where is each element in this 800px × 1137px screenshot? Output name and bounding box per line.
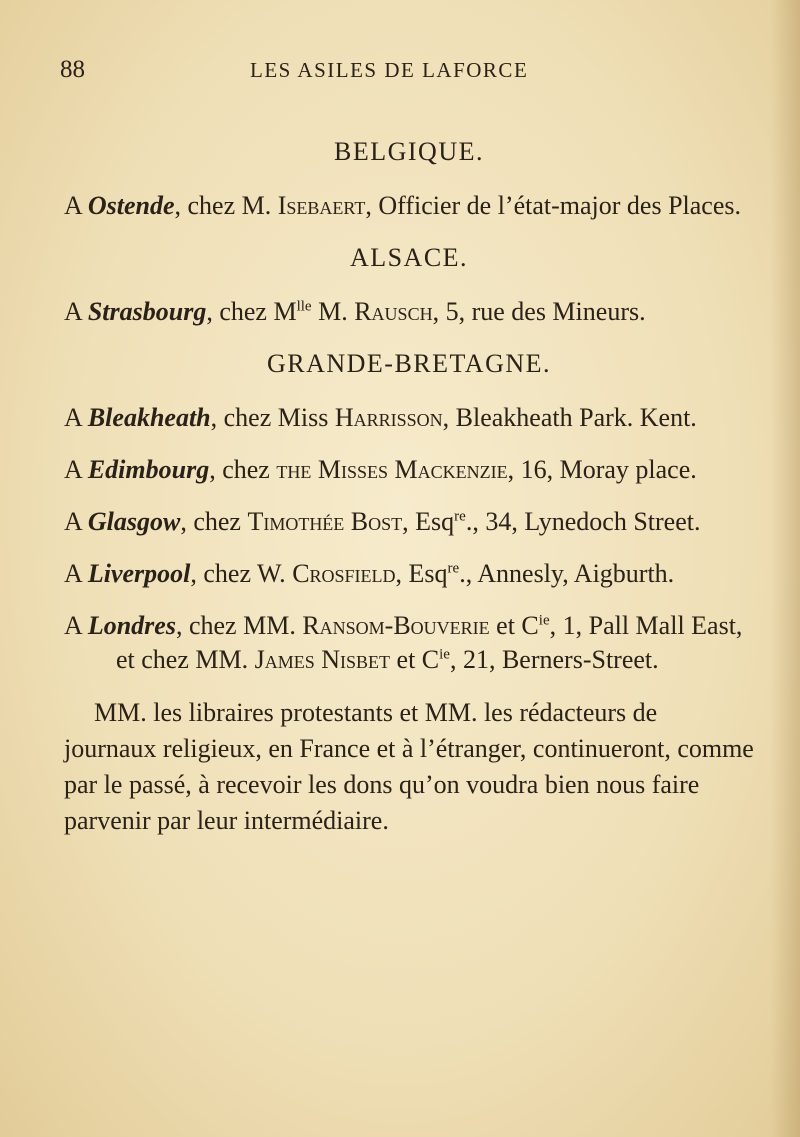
- person-name: Ransom-Bouverie: [302, 611, 490, 640]
- entry-prefix: A: [64, 403, 88, 432]
- person-name: Crosfield: [292, 559, 396, 588]
- entry-rest: ., 34, Lynedoch Street.: [465, 507, 701, 536]
- entry-strasbourg: [64, 295, 754, 329]
- city-name: Liverpool: [87, 559, 191, 588]
- entry-text: , chez W.: [190, 559, 293, 588]
- entry-prefix: A: [64, 611, 88, 640]
- superscript: ie: [439, 646, 450, 663]
- entry-text: , chez: [180, 507, 248, 536]
- entry-text: , Esq: [395, 559, 448, 588]
- person-name: Timothée Bost: [247, 507, 403, 536]
- entry-liverpool: [64, 557, 754, 591]
- person-name: James Nisbet: [254, 645, 391, 674]
- page-number: 88: [60, 56, 85, 83]
- entry-ostende: [64, 189, 754, 223]
- entry-rest: ., Annesly, Aigburth.: [459, 559, 675, 588]
- entry-text: , chez Miss: [210, 403, 335, 432]
- section-heading-grande-bretagne: GRANDE-BRETAGNE.: [266, 349, 552, 378]
- entry-text: , Esq: [402, 507, 455, 536]
- running-title: LES ASILES DE LAFORCE: [250, 58, 529, 82]
- entry-text: , chez M.: [174, 191, 278, 220]
- entry-rest: , Bleakheath Park. Kent.: [442, 403, 697, 432]
- entry-text: et C: [390, 645, 440, 674]
- closing-paragraph: MM. les libraires protestants et MM. les rédacteurs de journaux religieux, en France et à l’étranger, continueront, comme par le passé, à recevoir les dons qu’on voudra bien nous faire parvenir par leur intermédiaire.: [64, 698, 754, 835]
- city-name: Glasgow: [87, 507, 181, 536]
- page-edge-shadow: [770, 0, 800, 1137]
- superscript: re: [454, 508, 466, 525]
- person-name: Harrisson: [334, 403, 443, 432]
- entry-text: et C: [489, 611, 539, 640]
- city-name: Bleakheath: [87, 403, 211, 432]
- city-name: Londres: [87, 611, 176, 640]
- entry-prefix: A: [64, 191, 88, 220]
- city-name: Edimbourg: [87, 455, 210, 484]
- entry-rest: , 21, Berners-Street.: [449, 645, 659, 674]
- entry-rest: , 1, Pall Mall East, et chez MM.: [116, 611, 743, 674]
- entry-prefix: A: [64, 507, 88, 536]
- entry-text: M.: [311, 297, 355, 326]
- city-name: Ostende: [87, 191, 175, 220]
- entry-bleakheath: [64, 401, 754, 435]
- entry-rest: , 16, Moray place.: [507, 455, 697, 484]
- section-heading-alsace: ALSACE.: [349, 243, 469, 272]
- person-name: Rausch: [354, 297, 433, 326]
- page-header: [60, 56, 750, 88]
- entry-prefix: A: [64, 559, 88, 588]
- entry-londres: [64, 609, 754, 677]
- entry-glasgow: [64, 505, 754, 539]
- entry-rest: , Officier de l’état-major des Places.: [365, 191, 742, 220]
- person-name: Isebaert: [277, 191, 366, 220]
- entry-text: , chez MM.: [175, 611, 303, 640]
- superscript: lle: [296, 298, 312, 315]
- entry-edimbourg: [64, 453, 754, 487]
- entry-text: , chez: [209, 455, 277, 484]
- superscript: re: [447, 560, 460, 577]
- entry-prefix: A: [64, 297, 88, 326]
- entry-prefix: A: [64, 455, 88, 484]
- superscript: ie: [538, 612, 550, 629]
- person-name: the Misses Mackenzie: [276, 455, 508, 484]
- entry-rest: , 5, rue des Mineurs.: [432, 297, 646, 326]
- city-name: Strasbourg: [87, 297, 207, 326]
- entry-text: , chez M: [206, 297, 297, 326]
- section-heading-belgique: BELGIQUE.: [334, 137, 484, 166]
- page-body: [64, 135, 754, 865]
